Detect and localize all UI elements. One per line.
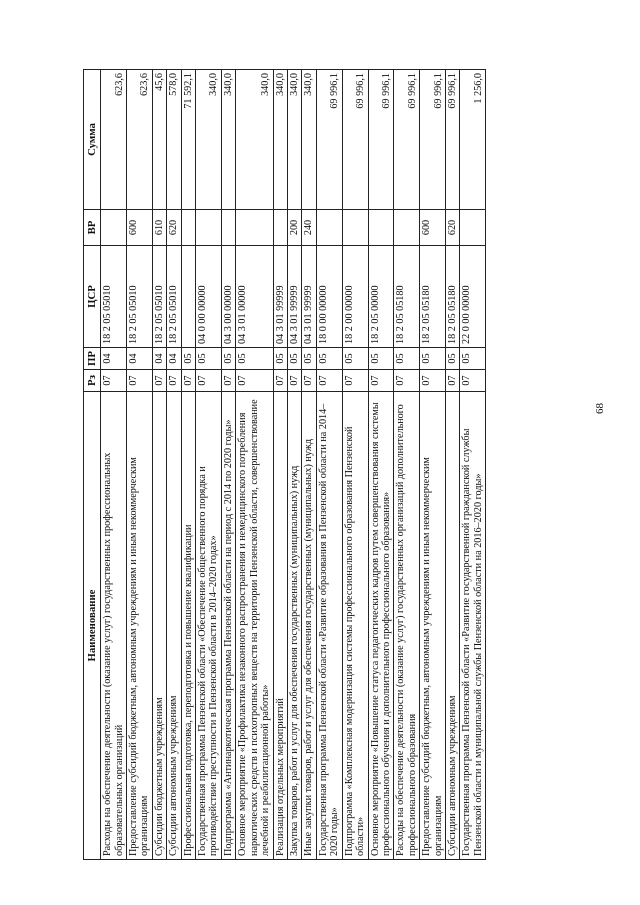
cell-pr: 05	[368, 348, 394, 370]
cell-pr: 05	[316, 348, 342, 370]
cell-sum: 340,0	[287, 70, 301, 210]
cell-vr: 610	[152, 210, 166, 246]
table-row	[394, 70, 420, 860]
table-row	[446, 70, 460, 860]
cell-sum: 578,0	[167, 70, 181, 210]
cell-name: Подпрограмма «Антинаркотическая программа Пензенской области на период с 2014 по 2020 годы»	[221, 392, 235, 860]
cell-csr: 18 2 05 05180	[420, 246, 446, 348]
table-row	[273, 70, 287, 860]
cell-csr: 04 3 01 99999	[302, 246, 316, 348]
cell-rz: 07	[460, 370, 486, 392]
cell-name: Расходы на обеспечение деятельности (оказание услуг) государственных организаций дополнительного профессионального образования	[394, 392, 420, 860]
cell-vr	[181, 210, 195, 246]
cell-name: Государственная программа Пензенской области «Развитие образования в Пензенской области на 2014–2020 годы»	[316, 392, 342, 860]
cell-csr: 18 2 05 05180	[394, 246, 420, 348]
cell-vr	[342, 210, 368, 246]
cell-pr: 05	[420, 348, 446, 370]
table-row	[181, 70, 195, 860]
cell-rz: 07	[221, 370, 235, 392]
header-rz: Рз	[84, 370, 101, 392]
cell-rz: 07	[273, 370, 287, 392]
cell-csr: 22 0 00 00000	[460, 246, 486, 348]
cell-pr: 05	[342, 348, 368, 370]
cell-vr: 600	[420, 210, 446, 246]
cell-sum: 69 996,1	[394, 70, 420, 210]
cell-sum: 340,0	[196, 70, 222, 210]
table-row	[342, 70, 368, 860]
table-header-row	[84, 70, 101, 860]
cell-csr: 04 3 01 99999	[287, 246, 301, 348]
cell-name: Субсидии автономным учреждениям	[446, 392, 460, 860]
cell-rz: 07	[316, 370, 342, 392]
cell-vr	[236, 210, 273, 246]
table-row	[460, 70, 486, 860]
cell-rz: 07	[368, 370, 394, 392]
table-row	[152, 70, 166, 860]
cell-name: Расходы на обеспечение деятельности (оказание услуг) государственных профессиональных образовательных организаций	[101, 392, 127, 860]
cell-name: Подпрограмма «Комплексная модернизация системы профессионального образования Пензенской области»	[342, 392, 368, 860]
table-row	[236, 70, 273, 860]
cell-vr: 620	[446, 210, 460, 246]
cell-vr: 200	[287, 210, 301, 246]
cell-csr: 04 3 01 99999	[273, 246, 287, 348]
cell-vr	[316, 210, 342, 246]
cell-sum: 340,0	[221, 70, 235, 210]
cell-pr: 04	[101, 348, 127, 370]
cell-name: Субсидии бюджетным учреждениям	[152, 392, 166, 860]
cell-csr: 04 3 01 00000	[236, 246, 273, 348]
budget-table	[83, 69, 486, 860]
cell-csr: 18 2 05 05010	[167, 246, 181, 348]
table-row	[221, 70, 235, 860]
cell-vr	[101, 210, 127, 246]
cell-csr: 18 2 00 00000	[342, 246, 368, 348]
cell-csr	[181, 246, 195, 348]
table-row	[420, 70, 446, 860]
cell-csr: 04 3 00 00000	[221, 246, 235, 348]
cell-name: Субсидии автономным учреждениям	[167, 392, 181, 860]
cell-sum: 623,6	[126, 70, 152, 210]
cell-rz: 07	[394, 370, 420, 392]
cell-pr: 05	[273, 348, 287, 370]
cell-rz: 07	[420, 370, 446, 392]
cell-vr	[221, 210, 235, 246]
cell-name: Иные закупки товаров, работ и услуг для обеспечения государственных (муниципальных) нужд	[302, 392, 316, 860]
cell-sum: 69 996,1	[420, 70, 446, 210]
table-row	[287, 70, 301, 860]
cell-pr: 05	[302, 348, 316, 370]
cell-pr: 05	[236, 348, 273, 370]
cell-pr: 05	[196, 348, 222, 370]
cell-sum: 340,0	[273, 70, 287, 210]
cell-pr: 05	[460, 348, 486, 370]
cell-pr: 05	[446, 348, 460, 370]
table-row	[167, 70, 181, 860]
cell-rz: 07	[342, 370, 368, 392]
cell-name: Основное мероприятие «Профилактика незаконного распространения и немедицинского потребления наркотических средств и психотропных веществ на территории Пензенской области, совершенствование лечебной и реабилитационной работы»	[236, 392, 273, 860]
cell-vr	[394, 210, 420, 246]
header-vr: ВР	[84, 210, 101, 246]
cell-name: Реализация отдельных мероприятий	[273, 392, 287, 860]
cell-name: Государственная программа Пензенской области «Обеспечение общественного порядка и противодействие преступности в Пензенской области в 2014–2020 годах»	[196, 392, 222, 860]
cell-vr: 600	[126, 210, 152, 246]
cell-pr: 05	[221, 348, 235, 370]
cell-name: Закупка товаров, работ и услуг для обеспечения государственных (муниципальных) нужд	[287, 392, 301, 860]
cell-rz: 07	[196, 370, 222, 392]
header-name: Наименование	[84, 392, 101, 860]
cell-sum: 340,0	[236, 70, 273, 210]
cell-rz: 07	[446, 370, 460, 392]
cell-rz: 07	[302, 370, 316, 392]
table-row	[368, 70, 394, 860]
cell-name: Основное мероприятие «Повышение статуса педагогических кадров путем совершенствования системы профессионального обучения и дополнительного профессионального образования»	[368, 392, 394, 860]
header-sum: Сумма	[84, 70, 101, 210]
cell-csr: 18 2 05 05010	[101, 246, 127, 348]
cell-rz: 07	[152, 370, 166, 392]
cell-sum: 69 996,1	[446, 70, 460, 210]
cell-pr: 05	[394, 348, 420, 370]
cell-vr: 240	[302, 210, 316, 246]
cell-vr: 620	[167, 210, 181, 246]
table-row	[101, 70, 127, 860]
cell-pr: 04	[126, 348, 152, 370]
cell-sum: 623,6	[101, 70, 127, 210]
cell-csr: 18 2 05 05010	[126, 246, 152, 348]
cell-name: Профессиональная подготовка, переподготовка и повышение квалификации	[181, 392, 195, 860]
cell-sum: 340,0	[302, 70, 316, 210]
cell-pr: 04	[167, 348, 181, 370]
page-number: 68	[594, 403, 606, 414]
cell-rz: 07	[236, 370, 273, 392]
cell-sum: 69 996,1	[316, 70, 342, 210]
cell-csr: 18 2 05 05010	[152, 246, 166, 348]
cell-rz: 07	[287, 370, 301, 392]
header-csr: ЦСР	[84, 246, 101, 348]
cell-vr	[368, 210, 394, 246]
cell-csr: 18 2 05 05180	[446, 246, 460, 348]
header-pr: ПР	[84, 348, 101, 370]
cell-pr: 05	[181, 348, 195, 370]
cell-rz: 07	[101, 370, 127, 392]
cell-sum: 69 996,1	[342, 70, 368, 210]
cell-pr: 05	[287, 348, 301, 370]
cell-sum: 71 592,1	[181, 70, 195, 210]
budget-table-container	[83, 70, 486, 860]
cell-sum: 69 996,1	[368, 70, 394, 210]
table-row	[196, 70, 222, 860]
table-row	[316, 70, 342, 860]
cell-rz: 07	[167, 370, 181, 392]
cell-rz: 07	[126, 370, 152, 392]
cell-csr: 18 0 00 00000	[316, 246, 342, 348]
cell-pr: 04	[152, 348, 166, 370]
cell-vr	[273, 210, 287, 246]
cell-csr: 04 0 00 00000	[196, 246, 222, 348]
cell-name: Предоставление субсидий бюджетным, автономным учреждениям и иным некоммерческим организациям	[126, 392, 152, 860]
cell-vr	[196, 210, 222, 246]
cell-sum: 1 256,0	[460, 70, 486, 210]
cell-csr: 18 2 05 00000	[368, 246, 394, 348]
cell-rz: 07	[181, 370, 195, 392]
cell-sum: 45,6	[152, 70, 166, 210]
cell-vr	[460, 210, 486, 246]
table-row	[302, 70, 316, 860]
cell-name: Государственная программа Пензенской области «Развитие государственной гражданской службы Пензенской области и муниципальной службы Пензенской области на 2016–2020 годы»	[460, 392, 486, 860]
cell-name: Предоставление субсидий бюджетным, автономным учреждениям и иным некоммерческим организациям	[420, 392, 446, 860]
table-row	[126, 70, 152, 860]
